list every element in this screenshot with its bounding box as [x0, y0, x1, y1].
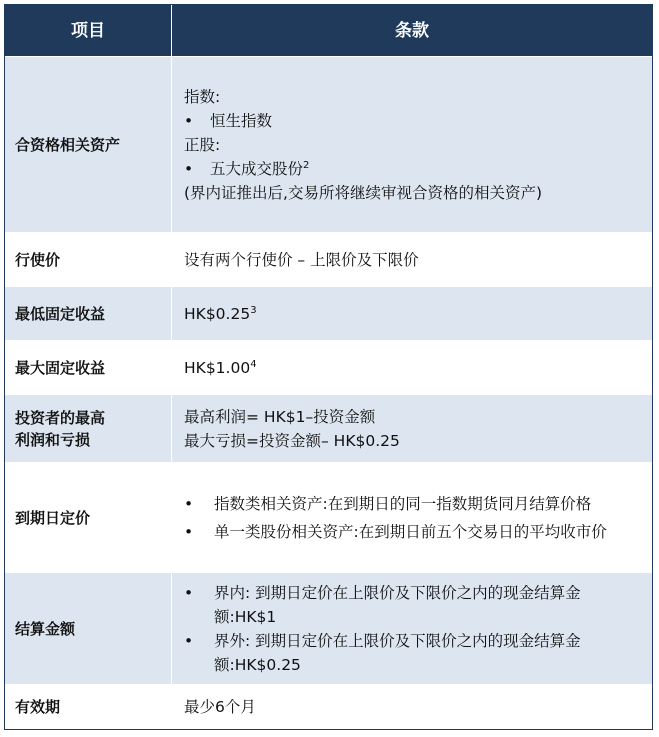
row-label: 到期日定价 — [5, 463, 172, 572]
table-row-assets — [5, 57, 652, 233]
index-heading: 指数: — [184, 87, 221, 106]
bullet-item — [184, 629, 640, 677]
row-content: 设有两个行使价 – 上限价及下限价 — [184, 250, 419, 269]
table-header — [5, 5, 652, 57]
row-label: 结算金额 — [5, 573, 172, 684]
stock-heading: 正股: — [184, 135, 221, 154]
table-row-profit-loss — [5, 395, 652, 463]
footnote-marker: 3 — [250, 304, 257, 316]
table-row-settlement — [5, 573, 652, 685]
row-label: 最低固定收益 — [5, 287, 172, 340]
bullet-icon: • — [184, 631, 194, 650]
min-return-value: HK$0.25 — [184, 304, 251, 323]
stock-item: 五大成交股份 — [210, 159, 304, 178]
footnote-marker: 4 — [250, 358, 257, 370]
table-row-strike — [5, 233, 652, 287]
max-return-value: HK$1.00 — [184, 358, 251, 377]
footnote-marker: 2 — [303, 159, 310, 171]
expiry-stock-rule: 单一类股份相关资产:在到期日前五个交易日的平均收市价 — [214, 522, 607, 541]
index-item: 恒生指数 — [210, 111, 273, 130]
row-label: 最大固定收益 — [5, 341, 172, 394]
row-content — [172, 341, 652, 394]
row-label — [5, 395, 172, 462]
row-label: 合资格相关资产 — [5, 57, 172, 232]
header-terms-column: 条款 — [395, 20, 429, 41]
row-label-line: 投资者的最高 — [15, 408, 106, 427]
table-row-min-return — [5, 287, 652, 341]
row-content: 最少6个月 — [184, 698, 256, 716]
settlement-outside: 界外: 到期日定价在上限价及下限价之内的现金结算金额:HK$0.25 — [214, 631, 581, 674]
assets-note: (界内证推出后,交易所将继续审视合资格的相关资产) — [184, 183, 543, 202]
row-content — [172, 463, 652, 572]
expiry-index-rule: 指数类相关资产:在到期日的同一指数期货同月结算价格 — [214, 494, 592, 513]
row-content — [172, 57, 652, 232]
bullet-icon: • — [184, 159, 194, 178]
bullet-item — [184, 157, 640, 181]
bullet-icon: • — [184, 494, 194, 513]
bullet-item — [184, 492, 640, 516]
table-row-expiry-price — [5, 463, 652, 573]
bullet-item — [184, 109, 640, 133]
max-loss-formula: 最大亏损=投资金额– HK$0.25 — [184, 431, 400, 450]
bullet-icon: • — [184, 111, 194, 130]
table-row-validity — [5, 685, 652, 729]
row-label: 行使价 — [5, 233, 172, 286]
table-row-max-return — [5, 341, 652, 395]
row-content — [172, 573, 652, 684]
bullet-icon: • — [184, 583, 194, 602]
row-content — [172, 287, 652, 340]
header-item-column: 项目 — [5, 5, 172, 56]
terms-table — [4, 4, 653, 730]
row-content — [172, 395, 652, 462]
row-label-line: 利润和亏损 — [15, 430, 91, 449]
max-profit-formula: 最高利润= HK$1–投资金额 — [184, 407, 376, 426]
bullet-icon: • — [184, 522, 194, 541]
bullet-item — [184, 581, 640, 629]
settlement-inside: 界内: 到期日定价在上限价及下限价之内的现金结算金额:HK$1 — [214, 583, 581, 626]
bullet-item — [184, 520, 640, 544]
row-label: 有效期 — [5, 685, 172, 729]
